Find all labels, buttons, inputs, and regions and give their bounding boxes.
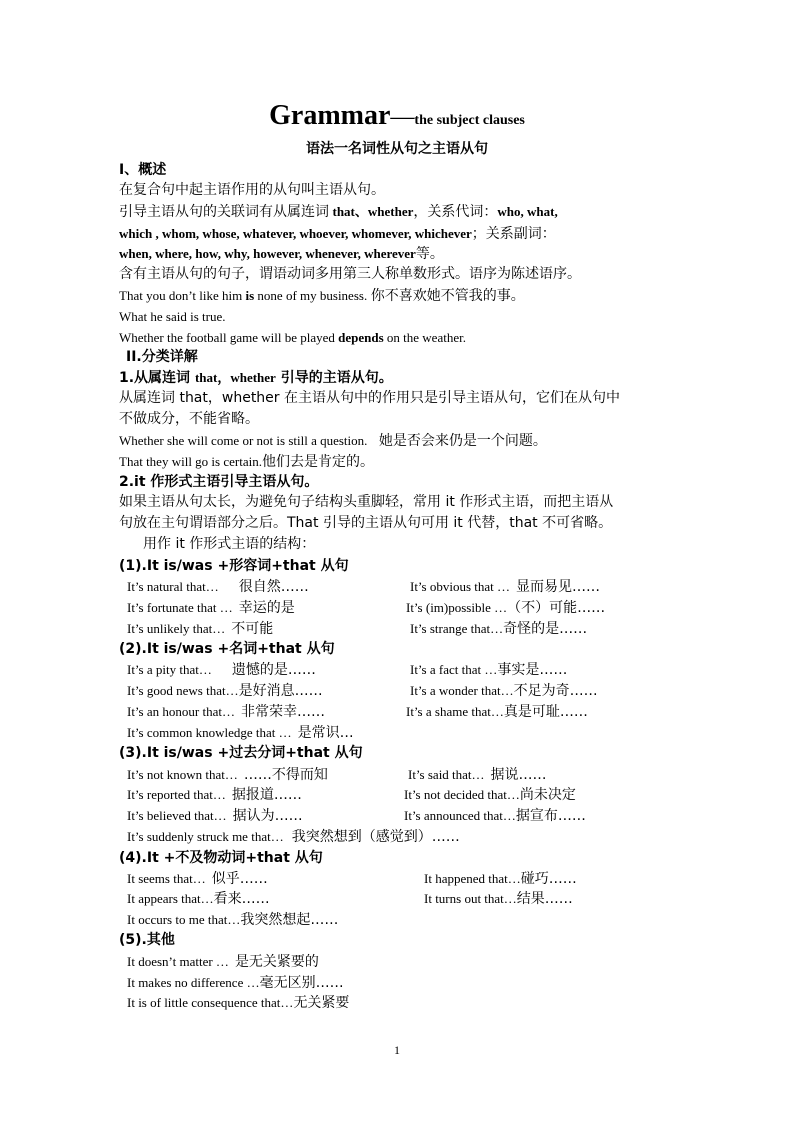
text-run: It is of little consequence that… [127,995,294,1010]
text-run: 不可能 [231,621,274,637]
g2-item [127,681,323,701]
text-run: That you don’t like him [119,288,246,303]
g4-item [127,869,268,889]
g1-item [127,577,309,597]
group1-heading: (1).It is/was +形容词+that 从句 [119,558,349,574]
text-run: 1.从属连词 [119,370,195,386]
text-run: none of my business. [254,288,368,303]
text-run: It’s (im)possible … [406,600,508,615]
text-run: It’s a pity that… [127,662,212,677]
text-run: 据说…… [490,767,547,783]
g3-item [404,806,586,826]
section1-p1: 在复合句中起主语作用的从句叫主语从句。 [119,182,385,198]
text-run: It seems that… [127,871,206,886]
text-run: 从属连词 that，whether [119,390,284,406]
text-run: 遗憾的是…… [231,662,316,678]
g4-item [127,910,338,930]
text-run: It’s not known that… [127,767,238,782]
g3-item [404,785,576,805]
text-run: 似乎…… [211,871,268,887]
text-run: It’s not decided that… [404,787,520,802]
text-run: It’s a fact that … [410,662,498,677]
text-run: It’s unlikely that… [127,621,226,636]
text-run: It appears that… [127,891,214,906]
text-run: 碰巧…… [520,871,577,887]
text-run: 结果…… [516,891,573,907]
text-run: It’s fortunate that … [127,600,233,615]
text-run: It’s a shame that… [406,704,504,719]
text-run: 事实是…… [497,662,568,678]
text-run: 她是否会来仍是一个问题。 [378,433,547,449]
text-run: That they will go is certain. [119,454,262,469]
text-run: It happened that… [424,871,521,886]
text-run: 毫无区别…… [259,975,344,991]
section2-example2 [119,452,374,473]
text-run: It’s good news that… [127,683,239,698]
text-run: ；关系副词： [471,226,556,242]
text-run: 看来…… [213,891,270,907]
g4-item [424,869,577,889]
text-run: 不足为奇…… [513,683,598,699]
g1-item [410,577,600,597]
g3-item [127,806,303,826]
text-run: 无关紧要 [293,995,350,1011]
text-run: 你不喜欢她不管我的事。 [370,288,525,304]
text-run: 显而易见…… [516,579,601,595]
text-run: 是常识… [297,725,354,741]
text-run: （不）可能…… [507,600,606,616]
g2-item [127,702,325,722]
text-run: It’s announced that… [404,808,516,823]
group5-heading: (5).其他 [119,932,175,948]
g1-item [406,598,605,618]
text-run: Whether the football game will be played [119,330,339,345]
g3-item [408,765,547,785]
section1-p3 [119,224,556,245]
text-run: It’s said that… [408,767,485,782]
text-run: is [245,288,255,303]
section2-p2-line2: 句放在主句谓语部分之后。That 引导的主语从句可用 it 代替，that 不可省略。 [119,515,613,531]
text-run: 幸运的是 [238,600,295,616]
section1-example1 [119,286,525,307]
section2-heading: II.分类详解 [126,349,198,365]
g4-item [424,889,573,909]
g1-item [410,619,587,639]
section1-p5: 含有主语从句的句子，谓语动词多用第三人称单数形式。语序为陈述语序。 [119,266,581,282]
title-dash: — [390,104,415,130]
text-run: It’s reported that… [127,787,226,802]
text-run: ……不得而知 [243,767,328,783]
section2-example1 [119,431,547,452]
text-run: It occurs to me that… [127,912,241,927]
text-run: 引导主语从句的关联词有从属连词 [119,204,329,220]
text-run: that、whether [332,204,414,219]
section1-example3 [119,328,466,349]
g1-item [127,619,273,639]
text-run: It’s believed that… [127,808,227,823]
title-main: Grammar [269,100,391,131]
text-run: It’s an honour that… [127,704,235,719]
g4-item [127,889,270,909]
section2-p2-line3: 用作 it 作形式主语的结构： [143,536,316,552]
text-run: 他们去是肯定的。 [261,454,374,470]
text-run: 奇怪的是…… [503,621,588,637]
text-run: 是好消息…… [238,683,323,699]
text-run: 据报道…… [231,787,302,803]
g2-item [410,681,598,701]
text-run: which , whom, whose, whatever, whoever, whomever, whichever [119,226,472,241]
section1-example2: What he said is true. [119,309,226,324]
text-run: It’s a wonder that… [410,683,514,698]
text-run: on the weather. [383,330,466,345]
section2-p2-line1: 如果主语从句太长，为避免句子结构头重脚轻，常用 it 作形式主语，而把主语从 [119,494,614,510]
section1-p2 [119,202,558,223]
title-sub: the subject clauses [414,113,525,128]
text-run: 我突然想起…… [240,912,339,928]
g2-item [406,702,588,722]
text-run: 引导的主语从句。 [275,370,393,386]
text-run: 是无关紧要的 [234,954,319,970]
text-run: Whether she will come or not is still a question. [119,433,368,448]
text-run: 在主语从句中的作用只是引导主语从句，它们在从句中 [284,390,620,406]
g3-item [127,785,302,805]
g2-item [127,723,354,743]
text-run: It’s obvious that … [410,579,511,594]
g2-item [410,660,567,680]
text-run: It’s natural that… [127,579,219,594]
g1-item [127,598,295,618]
text-run: It’s strange that… [410,621,504,636]
text-run: 非常荣幸…… [240,704,325,720]
section1-heading: I、概述 [119,162,167,178]
g5-item [127,993,349,1013]
section2-p1-line2: 不做成分，不能省略。 [119,411,259,427]
g3-item [127,827,460,847]
section2-h1 [119,368,393,389]
group3-heading: (3).It is/was +过去分词+that 从句 [119,745,363,761]
group4-heading: (4).It +不及物动词+that 从句 [119,850,323,866]
text-run: 据宣布…… [515,808,586,824]
text-run: who, what, [497,204,558,219]
section2-h2: 2.it 作形式主语引导主语从句。 [119,474,319,490]
text-run: It doesn’t matter … [127,954,229,969]
g5-item [127,973,344,993]
section1-p4 [119,244,444,265]
text-run: It makes no difference … [127,975,260,990]
text-run: It’s suddenly struck me that… [127,829,284,844]
group2-heading: (2).It is/was +名词+that 从句 [119,641,335,657]
g3-item [127,765,328,785]
text-run: ，关系代词： [413,204,498,220]
g2-item [127,660,316,680]
section2-p1-line1 [119,388,620,409]
text-run: 我突然想到（感觉到）…… [291,829,460,845]
text-run: It turns out that… [424,891,517,906]
page-title [0,100,794,132]
text-run: It’s common knowledge that … [127,725,292,740]
text-run: 等。 [415,246,444,262]
text-run: 真是可耻…… [503,704,588,720]
text-run: that，whether [194,370,276,385]
page-number: 1 [394,1043,400,1057]
g5-item [127,952,319,972]
text-run: 尚未决定 [519,787,576,803]
text-run: when, where, how, why, however, whenever, wherever [119,246,416,261]
text-run: 据认为…… [232,808,303,824]
text-run: depends [338,330,384,345]
text-run: 很自然…… [238,579,309,595]
page-subtitle: 语法一名词性从句之主语从句 [306,141,488,157]
